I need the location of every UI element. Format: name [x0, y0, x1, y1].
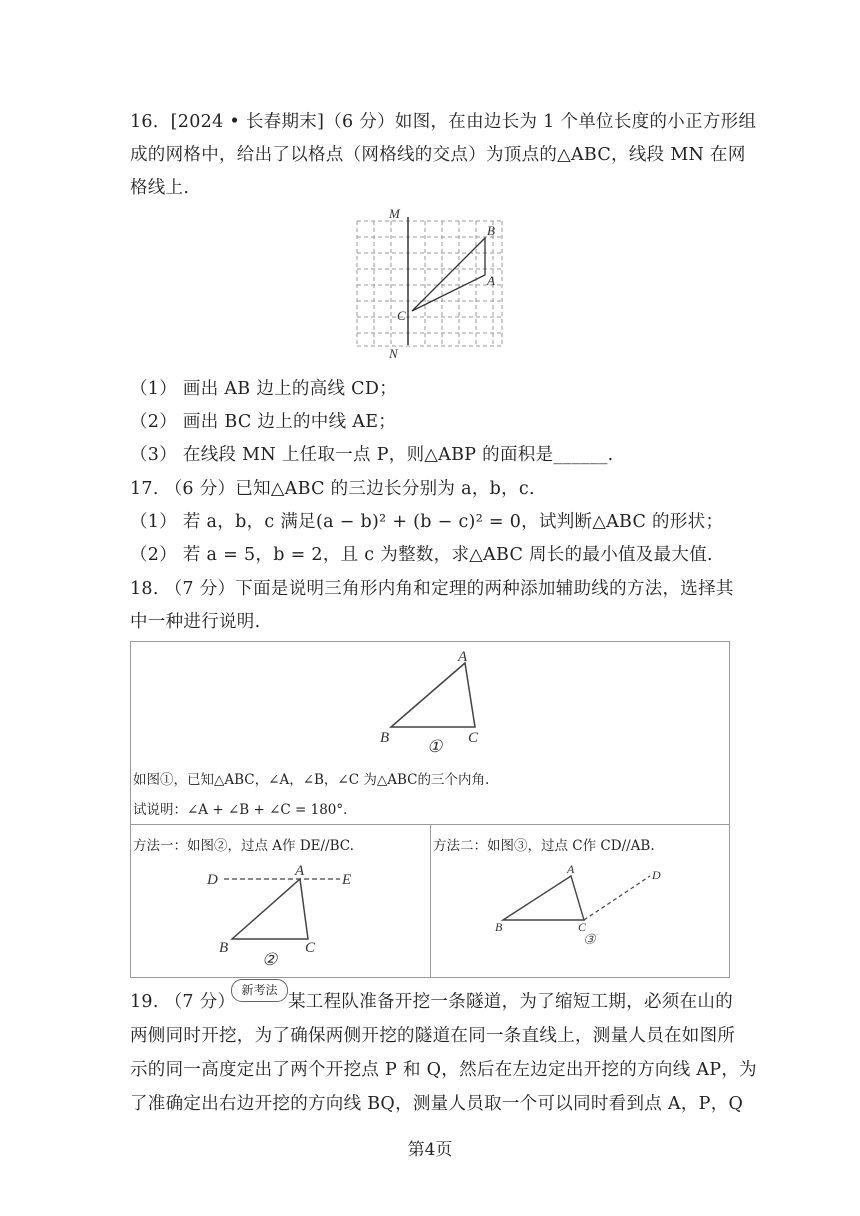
fig2-number: ②: [262, 950, 278, 969]
q16-grid-figure: [345, 203, 515, 363]
q16-line1: 16．[2024 • 长春期末]（6 分）如图，在由边长为 1 个单位长度的小正方形组: [130, 112, 757, 132]
q19-line2: 两侧同时开挖，为了确保两侧开挖的隧道在同一条直线上，测量人员在如图所: [130, 1026, 736, 1046]
new-method-stamp: 新考法: [231, 979, 288, 1002]
q18-prove: 试说明：∠A + ∠B + ∠C = 180°.: [133, 802, 348, 818]
q18-figure-2: [200, 860, 370, 970]
fig3-label-d: D: [652, 868, 661, 882]
fig2-label-e: E: [342, 872, 352, 888]
fig3-number: ③: [583, 933, 596, 948]
q18-line2: 中一种进行说明.: [130, 612, 261, 632]
q17-line1: 17. （6 分）已知△ABC 的三边长分别为 a，b，c.: [130, 479, 535, 499]
q19-line1: 某工程队准备开挖一条隧道，为了缩短工期，必须在山的: [288, 992, 733, 1012]
label-n: N: [389, 346, 398, 361]
fig3-label-c: C: [578, 920, 587, 934]
q16-sub3: （3） 在线段 MN 上任取一点 P，则△ABP 的面积是______.: [130, 445, 614, 465]
label-a: A: [487, 273, 495, 288]
q16-line3: 格线上.: [130, 178, 190, 198]
fig2-label-c: C: [305, 940, 316, 956]
q19-line3: 示的同一高度定出了两个开挖点 P 和 Q，然后在左边定出开挖的方向线 AP，为: [130, 1060, 757, 1080]
fig1-number: ①: [427, 737, 443, 756]
q18-method1: 方法一：如图②，过点 A作 DE//BC.: [133, 838, 354, 854]
fig1-label-b: B: [380, 730, 390, 746]
q16-sub1: （1） 画出 AB 边上的高线 CD；: [130, 379, 398, 399]
q17-sub2: （2） 若 a = 5，b = 2，且 c 为整数，求△ABC 周长的最小值及最大值.: [130, 545, 713, 565]
q16-line2: 成的网格中，给出了以格点（网格线的交点）为顶点的△ABC，线段 MN 在网: [130, 145, 746, 165]
triangle-abc: [412, 238, 485, 311]
q18-given: 如图①，已知△ABC，∠A，∠B，∠C 为△ABC的三个内角.: [133, 772, 490, 788]
label-m: M: [389, 206, 400, 221]
page-number: 第4页: [407, 1140, 453, 1160]
fig2-label-a: A: [295, 863, 305, 879]
q19-number: 19. （7 分）: [130, 992, 236, 1012]
label-c: C: [397, 308, 406, 323]
q18-line1: 18. （7 分）下面是说明三角形内角和定理的两种添加辅助线的方法，选择其: [130, 579, 734, 599]
q16-sub2: （2） 画出 BC 边上的中线 AE；: [130, 412, 397, 432]
q18-figure-1: [370, 645, 500, 760]
fig1-label-a: A: [458, 649, 468, 665]
label-b: B: [487, 223, 495, 238]
q19-line4: 了准确定出右边开挖的方向线 BQ，测量人员取一个可以同时看到点 A，P，Q: [130, 1094, 744, 1114]
q18-figure-3: [488, 860, 673, 952]
q17-sub1: （1） 若 a，b，c 满足(a − b)² + (b − c)² = 0，试判断△ABC 的形状；: [130, 512, 724, 532]
fig3-label-b: B: [495, 920, 503, 934]
fig3-label-a: A: [567, 862, 575, 876]
q18-method2: 方法二：如图③，过点 C作 CD//AB.: [433, 838, 655, 854]
fig1-label-c: C: [468, 730, 479, 746]
fig2-label-b: B: [219, 940, 229, 956]
fig2-label-d: D: [207, 872, 218, 888]
